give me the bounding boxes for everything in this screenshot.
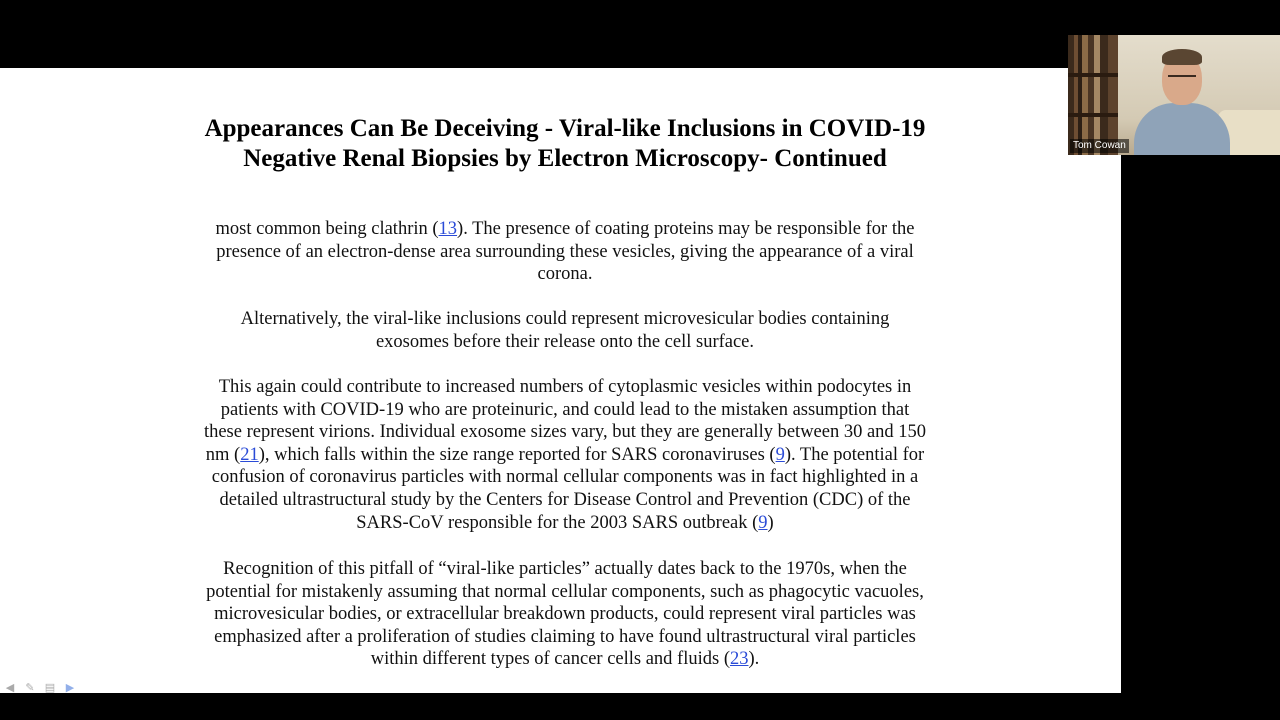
paragraph-line: Alternatively, the viral-like inclusions could represent microvesicular bodies containing (240, 309, 890, 329)
paragraph-line (150, 218, 980, 241)
paragraph-2 (150, 308, 980, 353)
back-arrow-icon[interactable]: ◀ (5, 680, 15, 694)
webcam-background-shelf (1068, 113, 1118, 117)
text-run: ) (767, 512, 774, 533)
webcam-video-tile[interactable] (1068, 35, 1280, 155)
forward-arrow-icon[interactable]: ▶ (65, 680, 75, 694)
text-run: within different types of cancer cells and fluids ( (370, 649, 730, 670)
paragraph-line: microvesicular bodies, or extracellular breakdown products, could represent viral particles was (214, 604, 916, 625)
text-run: ), which falls within the size range reported for SARS coronaviruses ( (258, 444, 776, 465)
text-run: nm ( (205, 444, 241, 465)
text-run: ). The potential for (784, 444, 925, 465)
paragraph-line: Recognition of this pitfall of “viral-like particles” actually dates back to the 1970s, when the (223, 559, 907, 579)
presentation-slide (0, 68, 1121, 693)
webcam-background-bookshelf (1068, 35, 1118, 155)
text-run: ). (748, 649, 760, 670)
slide-title-line-1: Appearances Can Be Deceiving - Viral-like Inclusions in COVID-19 (204, 115, 926, 142)
slide-title-line-2: Negative Renal Biopsies by Electron Microscopy- Continued (243, 145, 887, 172)
participant-hair (1162, 49, 1202, 65)
slides-icon[interactable]: ▤ (44, 680, 56, 694)
paragraph-line: presence of an electron-dense area surrounding these vesicles, giving the appearance of a viral (216, 241, 914, 262)
paragraph-line: This again could contribute to increased numbers of cytoplasmic vesicles within podocytes in (218, 377, 912, 397)
paragraph-3 (150, 376, 980, 534)
paragraph-line (150, 444, 980, 467)
paragraph-line: potential for mistakenly assuming that normal cellular components, such as phagocytic vacuoles, (206, 581, 924, 602)
reference-link[interactable]: 21 (240, 444, 259, 465)
webcam-background-shelf (1068, 73, 1118, 77)
reference-link[interactable]: 13 (438, 219, 458, 239)
reference-link[interactable]: 23 (729, 649, 749, 670)
paragraph-4 (150, 558, 980, 671)
pen-icon[interactable]: ✎ (25, 680, 35, 694)
paragraph-line: emphasized after a proliferation of studies claiming to have found ultrastructural viral particles (214, 626, 916, 647)
reference-link[interactable]: 9 (775, 444, 785, 465)
paragraph-line (150, 648, 980, 671)
paragraph-line: exosomes before their release onto the cell surface. (375, 331, 755, 352)
slide-title (60, 114, 1070, 174)
slideshow-toolbar (2, 680, 92, 694)
paragraph-line (150, 512, 980, 535)
text-run: ). The presence of coating proteins may be responsible for the (457, 219, 915, 239)
paragraph-line: these represent virions. Individual exosome sizes vary, but they are generally between 30 and 150 (203, 422, 927, 443)
reference-link[interactable]: 9 (758, 512, 768, 533)
participant-glasses (1168, 75, 1196, 83)
text-run: most common being clathrin ( (215, 219, 439, 239)
paragraph-line: detailed ultrastructural study by the Centers for Disease Control and Prevention (CDC) of the (219, 489, 911, 510)
participant-name-label: Tom Cowan (1070, 139, 1129, 153)
paragraph-1 (150, 218, 980, 286)
paragraph-line: patients with COVID-19 who are proteinuric, and could lead to the mistaken assumption that (220, 399, 910, 420)
text-run: SARS-CoV responsible for the 2003 SARS outbreak ( (356, 512, 759, 533)
paragraph-line: confusion of coronavirus particles with normal cellular components was in fact highlighted in a (211, 467, 919, 488)
paragraph-line: corona. (537, 264, 593, 285)
